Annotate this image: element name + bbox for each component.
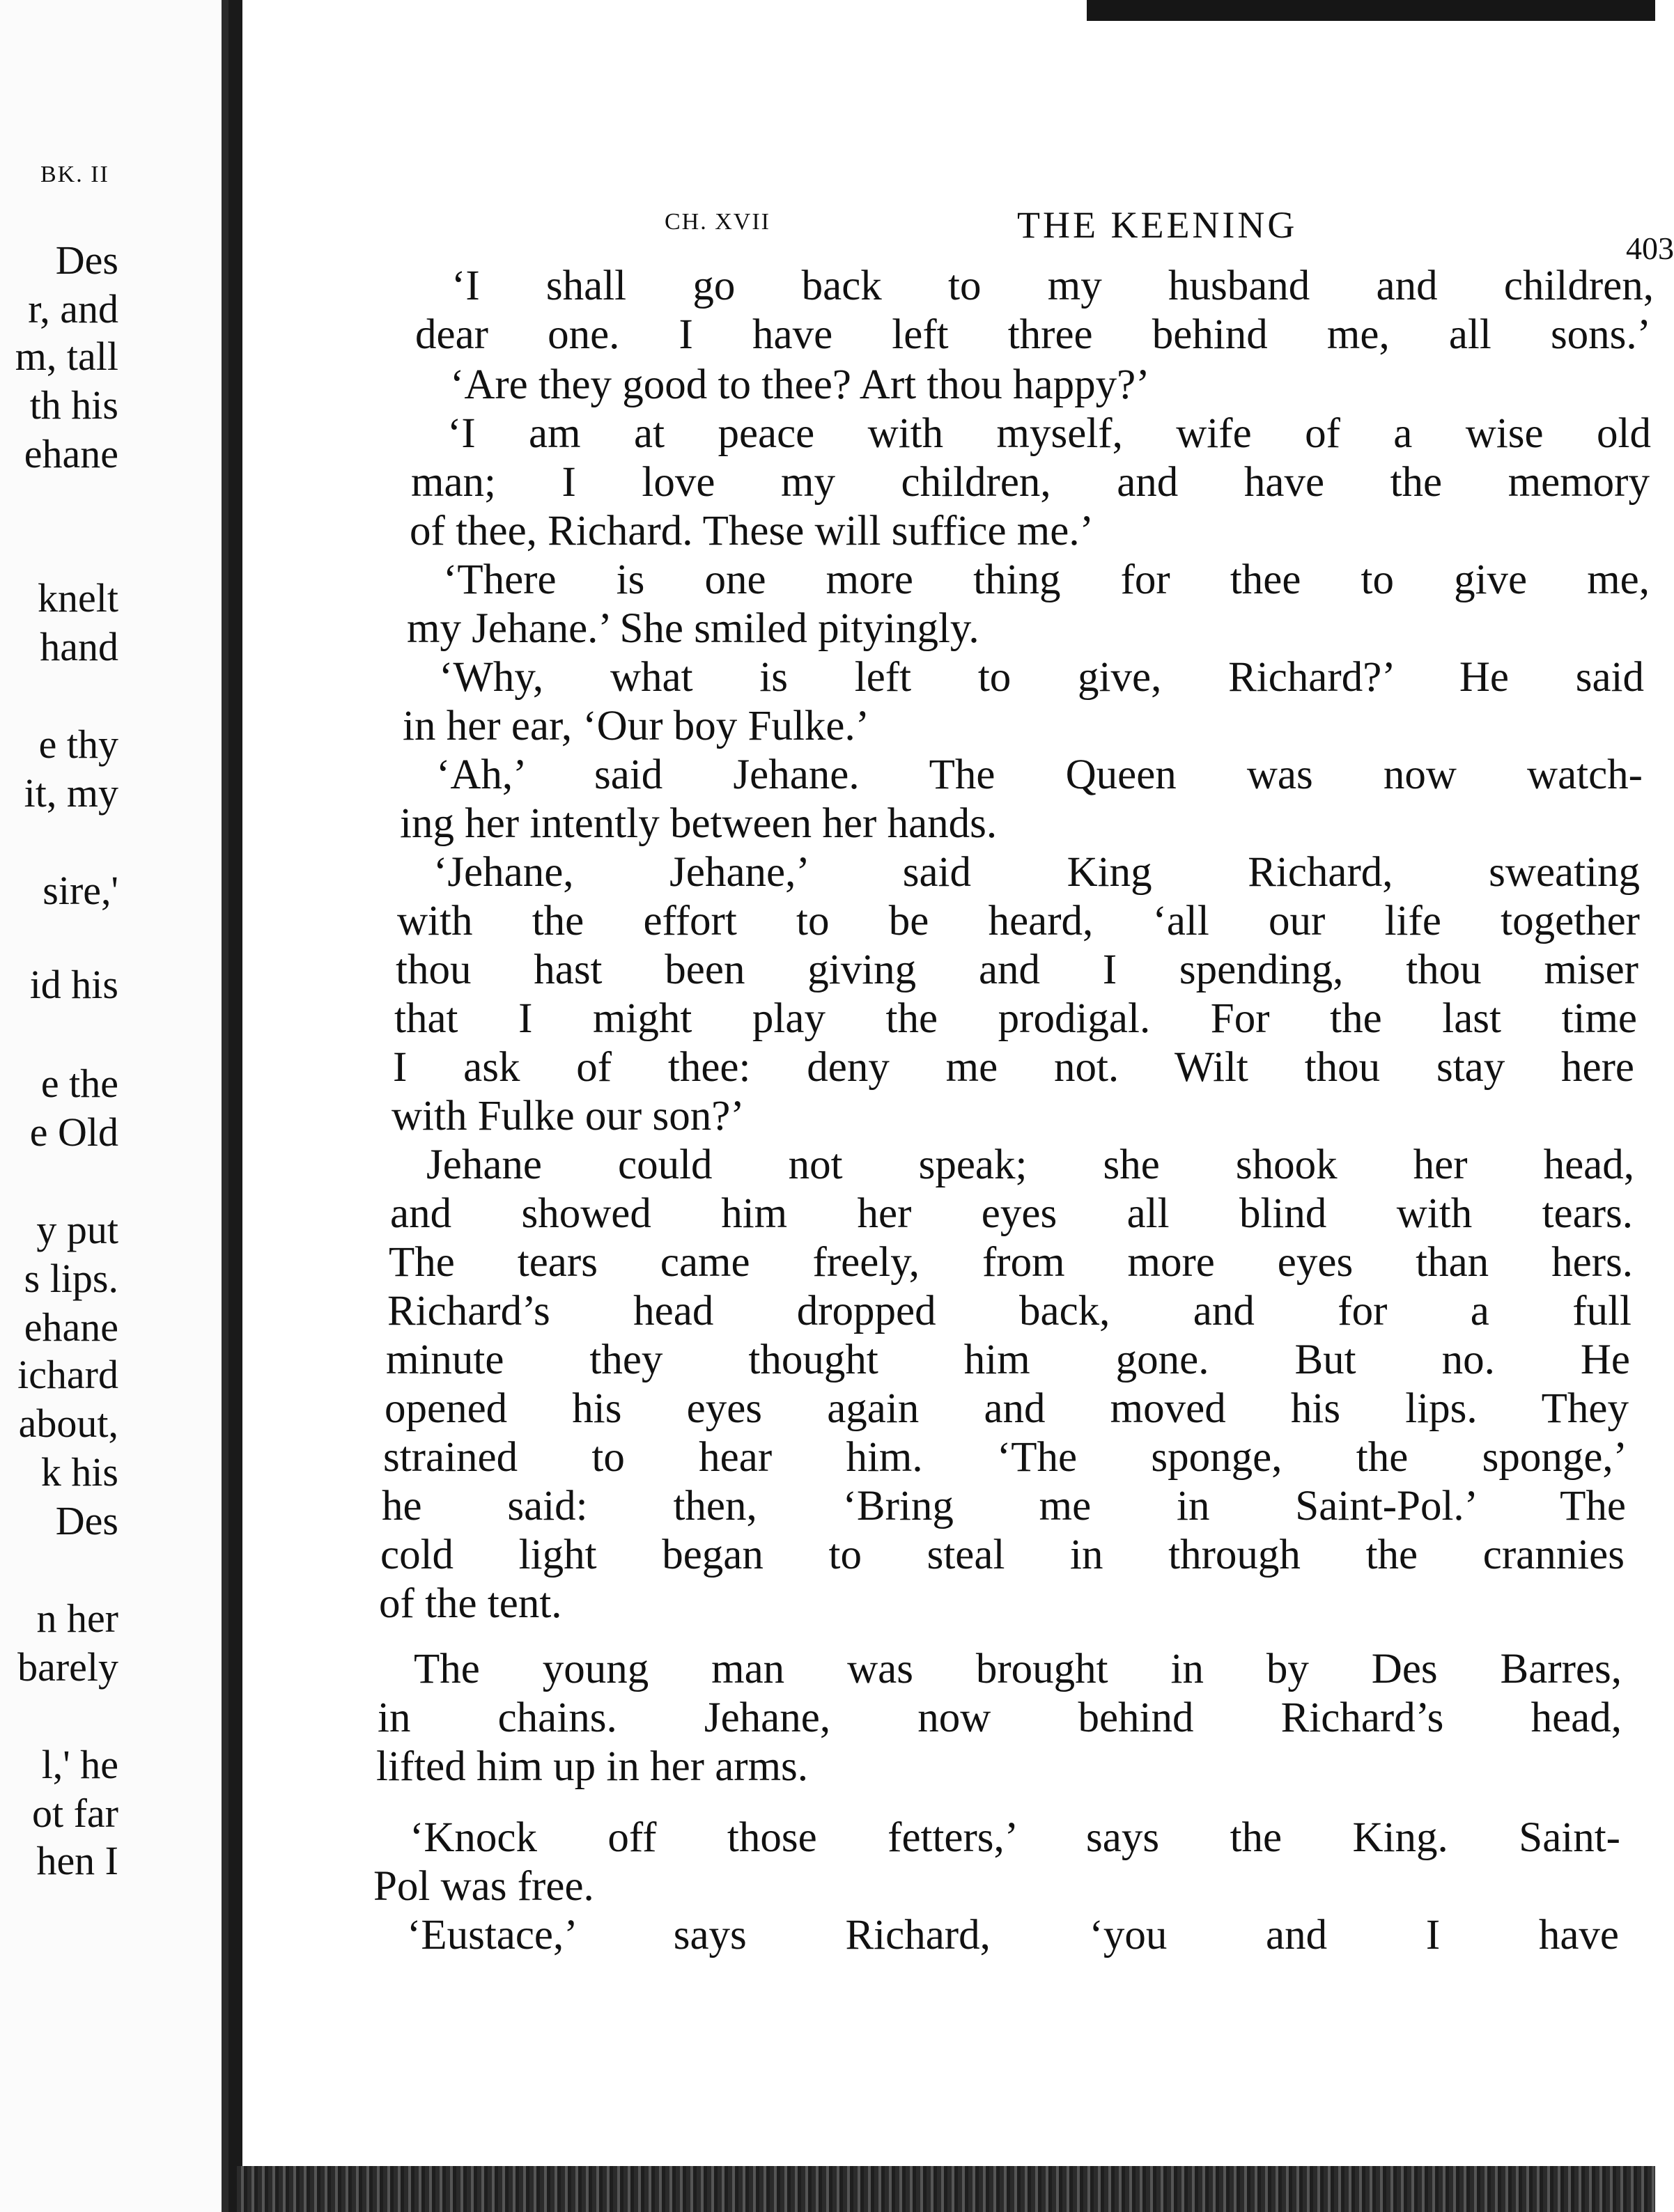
body-line: strained to hear him. ‘The sponge, the sponge,’ — [383, 1434, 1627, 1481]
body-line: dear one. I have left three behind me, all sons.’ — [415, 311, 1651, 358]
left-fragment: l,' he — [41, 1742, 118, 1787]
body-line: ‘Knock off those fetters,’ says the King. Saint- — [410, 1814, 1620, 1861]
left-fragment: sire,' — [42, 868, 118, 913]
left-fragment: ehane — [24, 431, 118, 476]
left-fragment: barely — [17, 1644, 118, 1690]
left-running-head: BK. II — [40, 162, 109, 187]
body-line: ‘There is one more thing for thee to give me, — [443, 556, 1650, 603]
running-title: THE KEENING — [1017, 204, 1298, 246]
body-line: lifted him up in her arms. — [376, 1743, 809, 1790]
gutter-binding — [228, 0, 242, 2212]
body-line: and showed him her eyes all blind with tears. — [390, 1190, 1633, 1237]
body-line: ‘Jehane, Jehane,’ said King Richard, sweating — [433, 849, 1640, 896]
body-line: of thee, Richard. These will suffice me.’ — [410, 508, 1094, 554]
body-line: minute they thought him gone. But no. He — [386, 1337, 1630, 1383]
body-line: The tears came freely, from more eyes than hers. — [389, 1239, 1633, 1286]
body-line: ‘I am at peace with myself, wife of a wise old — [447, 410, 1651, 457]
body-line: ‘Eustace,’ says Richard, ‘you and I have — [407, 1912, 1619, 1958]
left-fragment: y put — [36, 1207, 118, 1252]
left-fragment: hen I — [36, 1838, 118, 1883]
left-fragment: e thy — [38, 722, 118, 767]
left-fragment: e Old — [29, 1109, 118, 1155]
body-line: that I might play the prodigal. For the last time — [394, 995, 1637, 1042]
left-fragment: e the — [40, 1061, 118, 1106]
body-line: cold light began to steal in through the crannies — [380, 1532, 1625, 1578]
body-line: opened his eyes again and moved his lips. They — [385, 1385, 1629, 1432]
body-line: in chains. Jehane, now behind Richard’s head, — [378, 1695, 1622, 1741]
left-fragment: hand — [40, 624, 118, 669]
body-line: The young man was brought in by Des Barres, — [414, 1646, 1622, 1692]
body-line: Jehane could not speak; she shook her head, — [426, 1142, 1634, 1188]
left-fragment: r, and — [28, 286, 118, 332]
gutter-shadow — [222, 0, 228, 2212]
left-fragment: about, — [18, 1401, 118, 1446]
body-line: ‘Why, what is left to give, Richard?’ He said — [439, 654, 1644, 701]
body-line: he said: then, ‘Bring me in Saint-Pol.’ The — [382, 1483, 1626, 1529]
left-fragment: s lips. — [24, 1256, 118, 1301]
left-fragment: th his — [29, 382, 118, 428]
left-fragment: k his — [40, 1449, 118, 1495]
body-line: with Fulke our son?’ — [392, 1093, 745, 1139]
left-fragment: it, my — [24, 770, 118, 816]
body-line: ing her intently between her hands. — [400, 800, 998, 847]
left-fragment: ichard — [17, 1352, 118, 1397]
left-page — [0, 0, 222, 2212]
left-fragment: Des — [55, 237, 118, 283]
body-line: in her ear, ‘Our boy Fulke.’ — [403, 703, 870, 749]
left-fragment: knelt — [38, 575, 118, 621]
chapter-label: CH. XVII — [665, 209, 770, 235]
body-line: my Jehane.’ She smiled pityingly. — [407, 605, 979, 652]
page-number: 403 — [1626, 231, 1674, 266]
body-line: man; I love my children, and have the memory — [411, 459, 1650, 506]
left-fragment: n her — [36, 1596, 118, 1641]
right-page — [242, 21, 1674, 2166]
left-fragment: id his — [29, 962, 118, 1007]
body-line: with the effort to be heard, ‘all our life together — [397, 898, 1640, 944]
body-line: Richard’s head dropped back, and for a full — [387, 1288, 1632, 1334]
left-fragment: ot far — [32, 1791, 118, 1836]
body-line: ‘Are they good to thee? Art thou happy?’ — [450, 361, 1150, 408]
left-fragment: Des — [55, 1498, 118, 1543]
left-fragment: ehane — [24, 1304, 118, 1350]
body-line: thou hast been giving and I spending, thou miser — [396, 947, 1638, 993]
body-line: ‘Ah,’ said Jehane. The Queen was now watch- — [436, 751, 1643, 798]
body-line: I ask of thee: deny me not. Wilt thou stay here — [393, 1044, 1634, 1091]
body-line: of the tent. — [379, 1580, 562, 1627]
bottom-page-edges — [237, 2166, 1655, 2212]
body-line: Pol was free. — [373, 1863, 594, 1910]
left-fragment: m, tall — [15, 334, 118, 379]
body-line: ‘I shall go back to my husband and children, — [451, 263, 1654, 309]
